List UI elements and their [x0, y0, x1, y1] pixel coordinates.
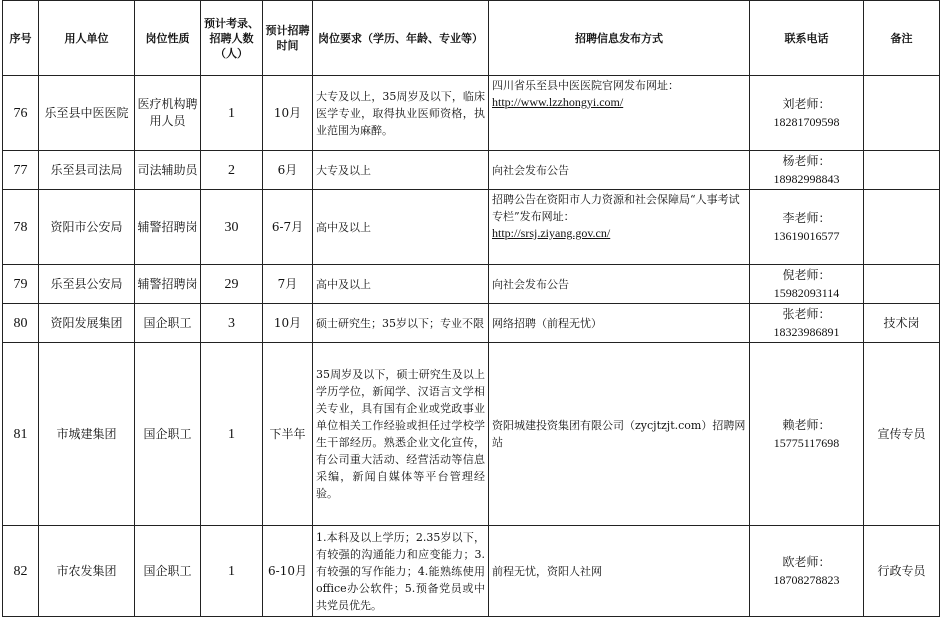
position-nature-cell: 国企职工	[135, 304, 201, 343]
time-cell: 6月	[263, 151, 313, 190]
count-cell: 29	[201, 265, 263, 304]
publish-text: 向社会发布公告	[492, 277, 569, 291]
header-cell: 预计考录、招聘人数（人）	[201, 1, 263, 76]
time-cell: 7月	[263, 265, 313, 304]
table-row	[3, 343, 940, 526]
contact-phone: 13619016577	[773, 229, 840, 243]
time-cell: 10月	[263, 76, 313, 151]
header-row	[3, 1, 940, 76]
position-nature-cell: 辅警招聘岗	[135, 265, 201, 304]
contact-name: 李老师：	[782, 211, 831, 225]
publish-cell	[489, 265, 750, 304]
contact-cell	[750, 343, 864, 526]
table-row	[3, 190, 940, 265]
employer-cell: 市农发集团	[39, 526, 135, 617]
contact-cell	[750, 76, 864, 151]
contact-phone: 18982998843	[773, 172, 840, 186]
publish-text: 四川省乐至县中医医院官网发布网址：	[492, 79, 679, 92]
requirements-cell: 大专及以上，35周岁及以下，临床医学专业，取得执业医师资格，执业范围为麻醉。	[313, 76, 489, 151]
row-number: 78	[3, 190, 39, 265]
header-cell: 岗位性质	[135, 1, 201, 76]
note-cell	[864, 190, 940, 265]
publish-cell	[489, 526, 750, 617]
header-cell: 预计招聘时间	[263, 1, 313, 76]
contact-phone: 18323986891	[773, 325, 840, 339]
publish-cell	[489, 190, 750, 265]
contact-phone: 15775117698	[773, 436, 840, 450]
time-cell: 下半年	[263, 343, 313, 526]
contact-name: 赖老师：	[782, 418, 831, 432]
contact-cell	[750, 265, 864, 304]
note-cell: 技术岗	[864, 304, 940, 343]
header-cell: 岗位要求（学历、年龄、专业等）	[313, 1, 489, 76]
header-cell: 联系电话	[750, 1, 864, 76]
employer-cell: 资阳市公安局	[39, 190, 135, 265]
publish-text: 向社会发布公告	[492, 163, 569, 177]
contact-name: 杨老师：	[782, 154, 831, 168]
requirements-cell: 35周岁及以下，硕士研究生及以上学历学位，新闻学、汉语言文学相关专业，具有国有企业或党政事业单位相关工作经验或担任过学校学生干部经历。熟悉企业文化宣传，有公司重大活动、经营活动等信息采编，新闻自媒体等平台管理经验。	[313, 343, 489, 526]
employer-cell: 市城建集团	[39, 343, 135, 526]
row-number: 76	[3, 76, 39, 151]
time-cell: 10月	[263, 304, 313, 343]
publish-text: 前程无忧，资阳人社网	[492, 564, 602, 578]
employer-cell: 乐至县公安局	[39, 265, 135, 304]
recruitment-table	[2, 0, 940, 617]
row-number: 80	[3, 304, 39, 343]
publish-text: 招聘公告在资阳市人力资源和社会保障局“人事考试专栏”发布网址：	[492, 193, 740, 223]
table-row	[3, 265, 940, 304]
count-cell: 1	[201, 526, 263, 617]
contact-cell	[750, 190, 864, 265]
table-row	[3, 76, 940, 151]
contact-phone: 15982093114	[773, 286, 840, 300]
header-cell: 序号	[3, 1, 39, 76]
note-cell: 宣传专员	[864, 343, 940, 526]
contact-cell	[750, 304, 864, 343]
contact-phone: 18281709598	[773, 115, 840, 129]
position-nature-cell: 国企职工	[135, 526, 201, 617]
time-cell: 6-7月	[263, 190, 313, 265]
count-cell: 1	[201, 76, 263, 151]
publish-cell	[489, 76, 750, 151]
publish-cell	[489, 151, 750, 190]
contact-name: 倪老师：	[782, 268, 831, 282]
publish-text: 网络招聘（前程无忧）	[492, 316, 602, 330]
requirements-cell: 高中及以上	[313, 190, 489, 265]
header-cell: 备注	[864, 1, 940, 76]
position-nature-cell: 辅警招聘岗	[135, 190, 201, 265]
requirements-cell: 高中及以上	[313, 265, 489, 304]
note-cell	[864, 151, 940, 190]
table-row	[3, 151, 940, 190]
count-cell: 30	[201, 190, 263, 265]
contact-phone: 18708278823	[773, 573, 840, 587]
employer-cell: 乐至县司法局	[39, 151, 135, 190]
contact-cell	[750, 151, 864, 190]
contact-name: 欧老师：	[782, 555, 831, 569]
requirements-cell: 硕士研究生；35岁以下；专业不限	[313, 304, 489, 343]
header-cell: 用人单位	[39, 1, 135, 76]
position-nature-cell: 医疗机构聘用人员	[135, 76, 201, 151]
publish-text: 资阳城建投资集团有限公司（zycjtzjt.com）招聘网站	[492, 419, 746, 449]
row-number: 77	[3, 151, 39, 190]
publish-link[interactable]: http://www.lzzhongyi.com/	[492, 95, 624, 109]
row-number: 81	[3, 343, 39, 526]
position-nature-cell: 国企职工	[135, 343, 201, 526]
note-cell: 行政专员	[864, 526, 940, 617]
count-cell: 3	[201, 304, 263, 343]
contact-name: 张老师：	[782, 307, 831, 321]
requirements-cell: 1.本科及以上学历；2.35岁以下，有较强的沟通能力和应变能力；3.有较强的写作能力；4.能熟练使用office办公软件；5.预备党员或中共党员优先。	[313, 526, 489, 617]
publish-cell	[489, 343, 750, 526]
table-row	[3, 526, 940, 617]
row-number: 79	[3, 265, 39, 304]
row-number: 82	[3, 526, 39, 617]
time-cell: 6-10月	[263, 526, 313, 617]
count-cell: 1	[201, 343, 263, 526]
employer-cell: 乐至县中医医院	[39, 76, 135, 151]
publish-link[interactable]: http://srsj.ziyang.gov.cn/	[492, 226, 611, 240]
contact-name: 刘老师：	[782, 97, 831, 111]
note-cell	[864, 265, 940, 304]
employer-cell: 资阳发展集团	[39, 304, 135, 343]
publish-cell	[489, 304, 750, 343]
note-cell	[864, 76, 940, 151]
requirements-cell: 大专及以上	[313, 151, 489, 190]
count-cell: 2	[201, 151, 263, 190]
position-nature-cell: 司法辅助员	[135, 151, 201, 190]
contact-cell	[750, 526, 864, 617]
table-row	[3, 304, 940, 343]
header-cell: 招聘信息发布方式	[489, 1, 750, 76]
